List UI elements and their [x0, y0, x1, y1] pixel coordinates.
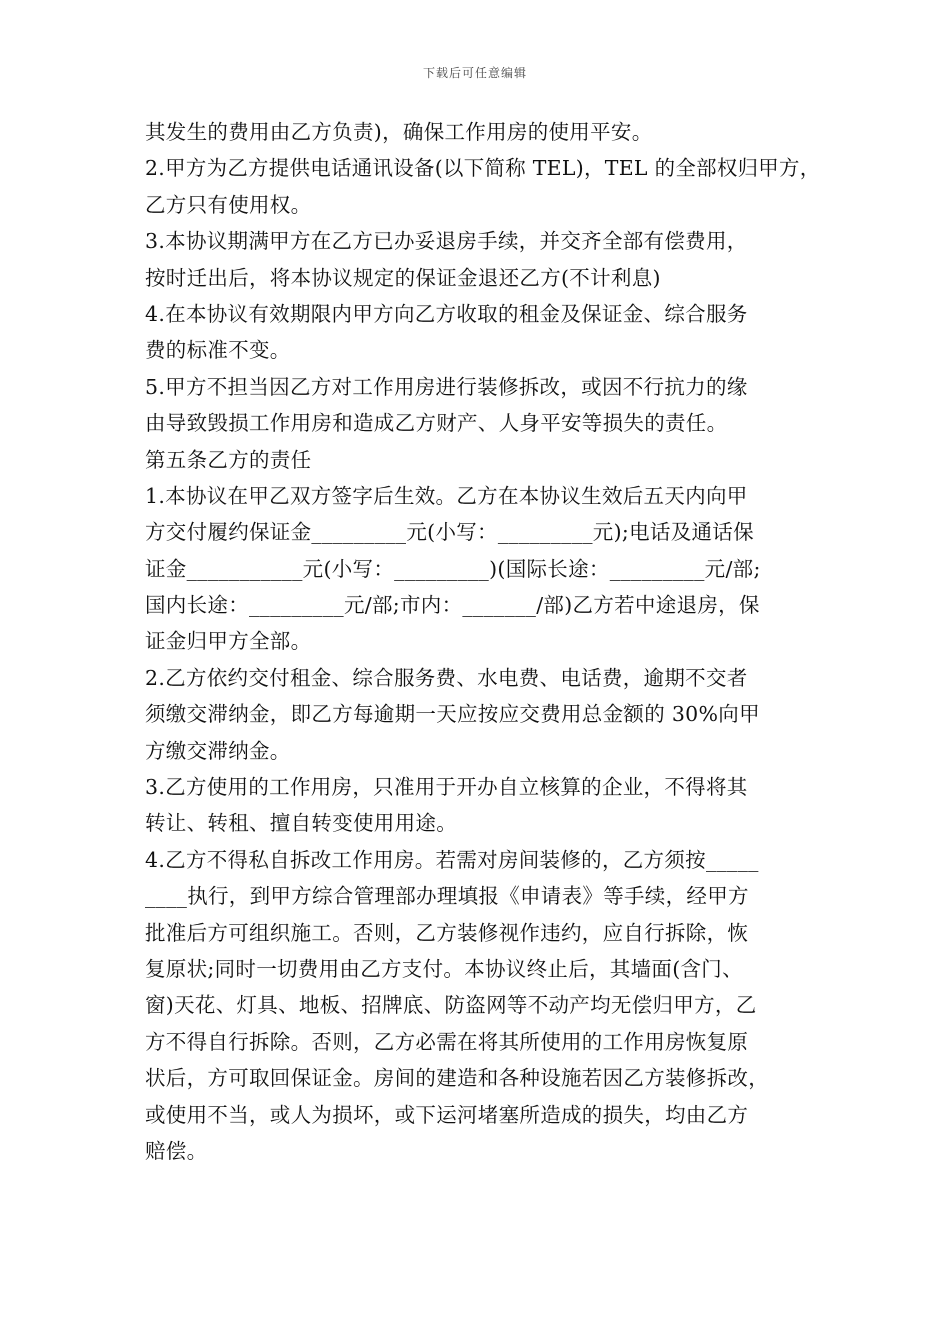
text-line: 3.乙方使用的工作用房，只准用于开办自立核算的企业，不得将其: [145, 775, 748, 800]
text-line: 转让、转租、擅自转变使用用途。: [145, 811, 457, 836]
text-line: 复原状;同时一切费用由乙方支付。本协议终止后，其墙面(含门、: [145, 956, 743, 981]
page-header: 下载后可任意编辑: [422, 66, 527, 80]
text-line: 1.本协议在甲乙双方签字后生效。乙方在本协议生效后五天内向甲: [145, 483, 748, 508]
text-line: 状后，方可取回保证金。房间的建造和各种设施若因乙方装修拆改，: [145, 1066, 769, 1091]
text-line: 5.甲方不担当因乙方对工作用房进行装修拆改，或因不行抗力的缘: [145, 374, 748, 399]
section-heading: 第五条乙方的责任: [145, 447, 312, 472]
text-line: 或使用不当，或人为损坏，或下运河堵塞所造成的损失，均由乙方: [145, 1102, 749, 1127]
text-line: 2.甲方为乙方提供电话通讯设备(以下简称 TEL)，TEL 的全部权归甲方，: [145, 156, 821, 181]
document-body: [145, 114, 821, 1169]
text-line: 2.乙方依约交付租金、综合服务费、水电费、电话费，逾期不交者: [145, 665, 748, 690]
text-line: ____执行，到甲方综合管理部办理填报《申请表》等手续，经甲方: [145, 884, 749, 909]
text-line: 须缴交滞纳金，即乙方每逾期一天应按应交费用总金额的 30%向甲: [145, 702, 760, 727]
text-line: 费的标准不变。: [145, 338, 291, 363]
text-line: 方缴交滞纳金。: [145, 738, 291, 763]
text-line: 证金归甲方全部。: [145, 629, 312, 654]
text-line: 方不得自行拆除。否则，乙方必需在将其所使用的工作用房恢复原: [145, 1029, 749, 1054]
text-line: 乙方只有使用权。: [145, 192, 312, 217]
text-line: 证金___________元(小写：_________)(国际长途：_________元/部;: [145, 556, 761, 581]
text-line: 按时迁出后，将本协议规定的保证金退还乙方(不计利息): [145, 265, 661, 290]
text-line: 4.乙方不得私自拆改工作用房。若需对房间装修的，乙方须按_____: [145, 847, 759, 872]
text-line: 由导致毁损工作用房和造成乙方财产、人身平安等损失的责任。: [145, 411, 728, 436]
text-line: 其发生的费用由乙方负责)，确保工作用房的使用平安。: [145, 120, 653, 144]
text-line: 赔偿。: [145, 1138, 208, 1163]
text-line: 窗)天花、灯具、地板、招牌底、防盗网等不动产均无偿归甲方，乙: [145, 993, 757, 1018]
text-line: 3.本协议期满甲方在乙方已办妥退房手续，并交齐全部有偿费用，: [145, 229, 748, 254]
text-line: 方交付履约保证金_________元(小写：_________元);电话及通话保: [145, 520, 754, 545]
text-line: 4.在本协议有效期限内甲方向乙方收取的租金及保证金、综合服务: [145, 301, 748, 326]
text-line: 批准后方可组织施工。否则，乙方装修视作违约，应自行拆除，恢: [145, 920, 749, 945]
text-line: 国内长途：_________元/部;市内：_______/部)乙方若中途退房，保: [145, 593, 760, 618]
